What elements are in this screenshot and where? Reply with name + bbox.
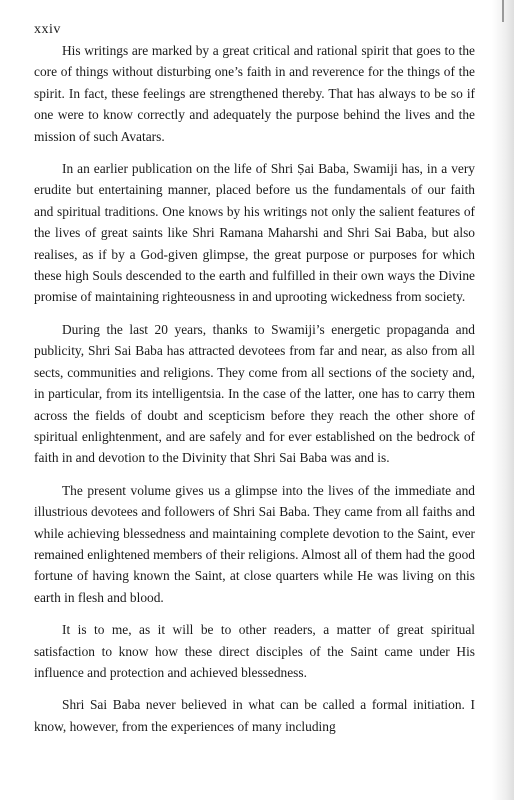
paragraph-3: During the last 20 years, thanks to Swamiji’s energetic propaganda and publicity, Shri Sai Baba has attracted devotees from far and near, as also from all sects, communities and religions. They come from all sections of the society and, in particular, from its intelligentsia. In the case of the latter, one has to carry them across the fields of doubt and scepticism before they reach the other shore of spiritual enlightenment, and are safely and for ever established on the bedrock of faith in and devotion to the Divinity that Shri Sai Baba was and is.: [34, 321, 475, 466]
page-edge-mark: [502, 0, 504, 22]
page-number: xxiv: [34, 22, 61, 37]
paragraph-5: It is to me, as it will be to other readers, a matter of great spiritual satisfaction to know how these direct disciples of the Saint came under His influence and protection and achieved blessedness.: [34, 622, 475, 680]
paragraph-2: In an earlier publication on the life of Shri Ṣai Baba, Swamiji has, in a very erudite but entertaining manner, placed before us the fundamentals of our faith and spiritual traditions. One knows by his writings not only the salient features of the lives of great saints like Shri Ramana Maharshi and Shri Sai Baba, but also realises, as if by a God-given glimpse, the great purpose or purposes for which these high Souls descended to the earth and fulfilled in their own ways the Divine promise of maintaining righteousness in and uprooting wickedness from society.: [34, 161, 475, 305]
body-text: [34, 40, 475, 748]
paragraph-6: Shri Sai Baba never believed in what can be called a formal initiation. I know, however, from the experiences of many including: [34, 697, 475, 734]
page-edge-shadow: [492, 0, 514, 800]
paragraph-1: His writings are marked by a great critical and rational spirit that goes to the core of things without disturbing one’s faith in and reverence for the things of the spirit. In fact, these feelings are strengthened thereby. That has always to be so if one were to know correctly and adequately the purpose behind the lives and the mission of such Avatars.: [34, 43, 475, 144]
paragraph-4: The present volume gives us a glimpse into the lives of the immediate and illustrious devotees and followers of Shri Sai Baba. They came from all faiths and while achieving blessedness and maintaining complete devotion to the Saint, ever remained enlightened members of their religions. Almost all of them had the good fortune of having known the Saint, at close quarters while He was living on this earth in flesh and blood.: [34, 482, 475, 605]
